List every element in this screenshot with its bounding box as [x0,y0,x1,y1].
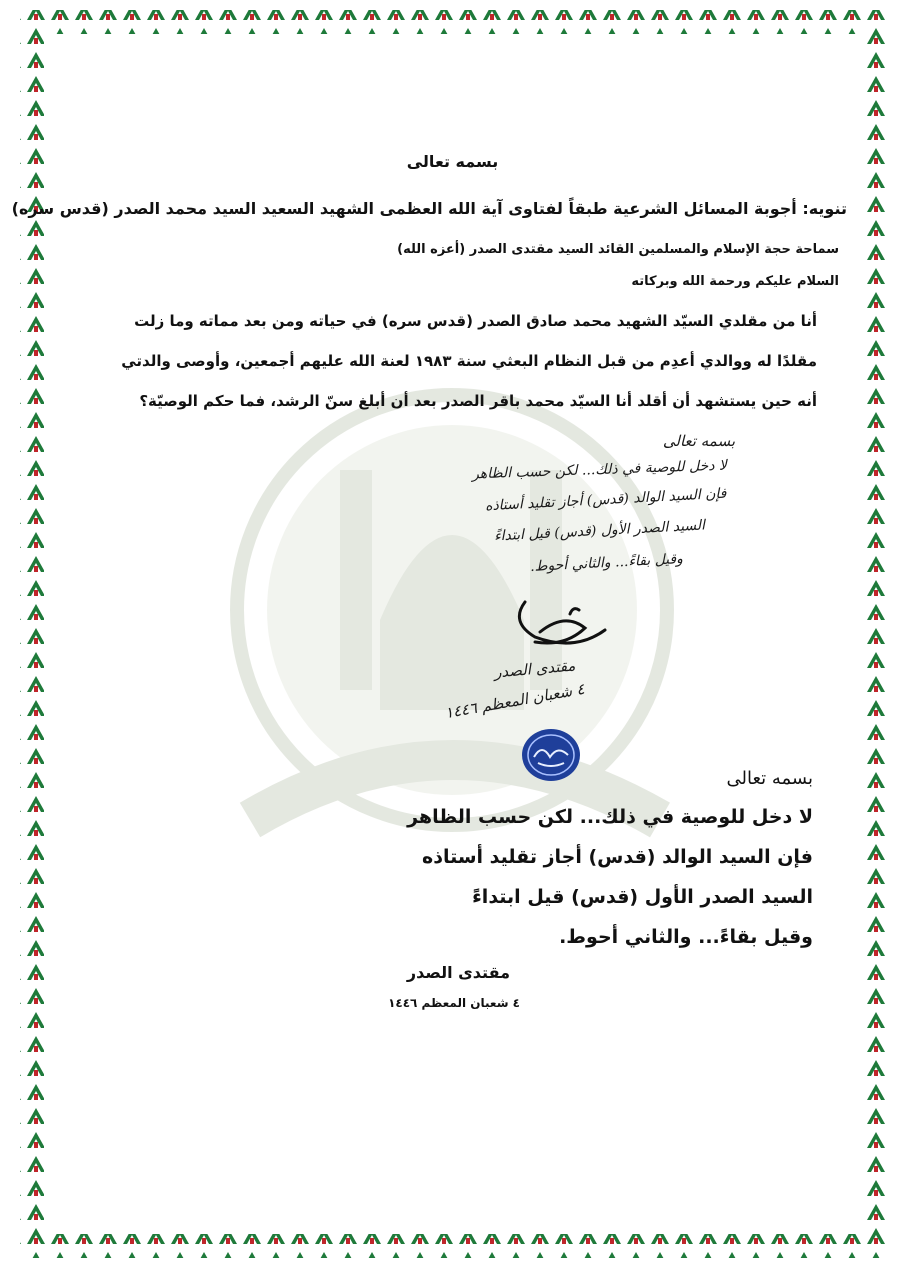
answer-date: ٤ شعبان المعظم ١٤٤٦ [388,996,520,1010]
answer-line: وقيل بقاءً... والثاني أحوط. [559,926,813,948]
answer-line: السيد الصدر الأول (قدس) قيل ابتداءً [472,886,813,908]
greeting-text: السلام عليكم ورحمة الله وبركاته [631,274,839,289]
handwritten-line: لا دخل للوصية في ذلك... لكن حسب الظاهر [471,457,728,483]
question-line: أنا من مقلدي السيّد الشهيد محمد صادق الصدر (قدس سره) في حياته ومن بعد مماته وما زلت [134,312,817,330]
question-line: مقلدًا له ووالدي أعدِم من قبل النظام البعثي سنة ١٩٨٣ لعنة الله عليهم أجمعين، وأوصى والدتي [121,352,817,370]
addressee-text: سماحة حجة الإسلام والمسلمين القائد السيد مقتدى الصدر (أعزه الله) [397,242,839,257]
signature-scribble-icon [505,592,615,662]
seal-stamp-icon [520,727,582,783]
handwritten-signature: مقتدى الصدر [492,656,576,682]
handwritten-line: السيد الصدر الأول (قدس) قيل ابتداءً [493,517,706,545]
handwritten-line: فإن السيد الوالد (قدس) أجاز تقليد أستاذه [485,485,728,515]
handwritten-line: وقيل بقاءً... والثاني أحوط. [529,551,684,575]
notice-text: تنويه: أجوبة المسائل الشرعية طبقاً لفتاوى آية الله العظمى الشهيد السعيد السيد محمد الصدر (قدس سره) [11,199,847,218]
answer-signature: مقتدى الصدر [406,963,510,982]
answer-line: لا دخل للوصية في ذلك... لكن حسب الظاهر [407,806,813,828]
handwritten-date: ٤ شعبان المعظم ١٤٤٦ [443,679,586,723]
question-title: بسمه تعالى [406,152,499,171]
handwritten-line: بسمه تعالى [662,432,735,450]
answer-title: بسمه تعالى [726,768,813,789]
question-line: أنه حين يستشهد أن أقلد أنا السيّد محمد باقر الصدر بعد أن أبلغ سنّ الرشد، فما حكم الوصيّة؟ [139,392,817,410]
answer-line: فإن السيد الوالد (قدس) أجاز تقليد أستاذه [421,846,813,868]
